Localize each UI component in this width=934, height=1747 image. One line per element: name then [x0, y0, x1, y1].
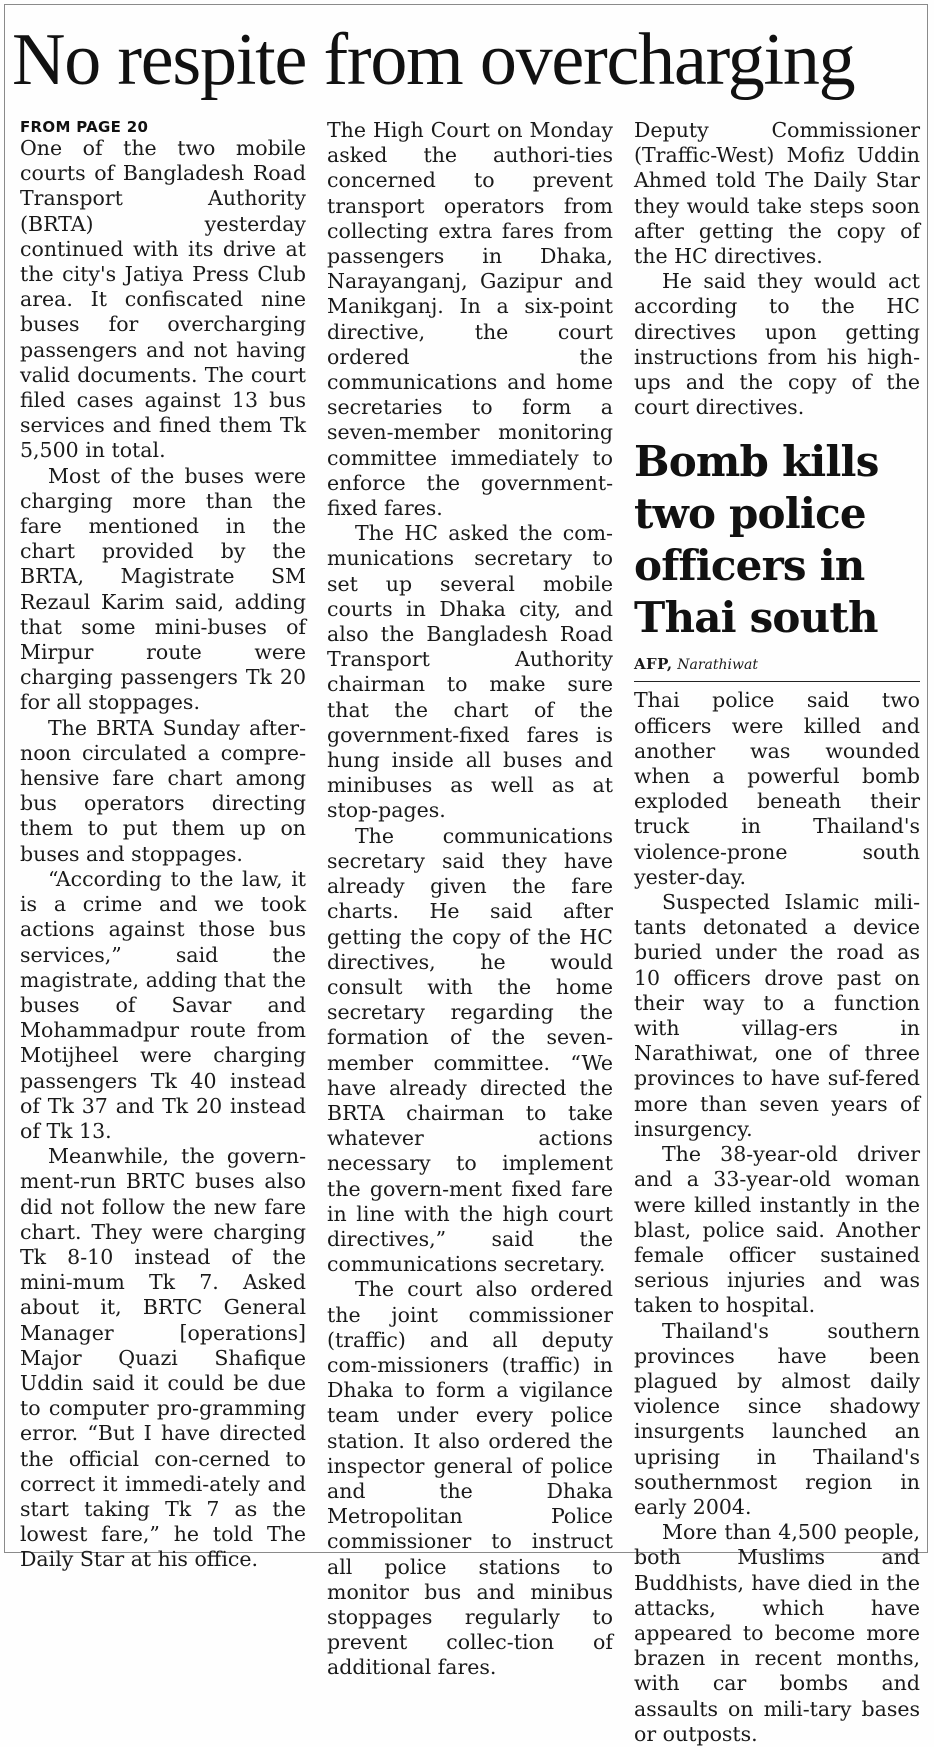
byline: [634, 654, 920, 682]
paragraph: The communications secretary said they have already given the fare charts. He said after getting the copy of the HC directives, he would consult with the home secretary regarding the formation of the seven-member committee. “We have already directed the BRTA chairman to take whatever actions necessary to implement the govern-ment fixed fare in line with the high court directives,” said the communications secretary.: [327, 823, 613, 1277]
article-column-1: [20, 118, 306, 1573]
paragraph: The HC asked the com-munications secretary to set up several mobile courts in Dhaka city, and also the Bangladesh Road Transport Authority chairman to make sure that the chart of the government-fixed fares is hung inside all buses and minibuses as well as at stop-pages.: [327, 521, 613, 823]
article-column-2: [327, 118, 613, 1681]
paragraph: More than 4,500 people, both Muslims and Buddhists, have died in the attacks, which have appeared to become more brazen in recent months, with car bombs and assaults on mili-tary bases or outposts.: [634, 1520, 920, 1746]
paragraph: The 38-year-old driver and a 33-year-old woman were killed instantly in the blast, police said. Another female officer sustained serious injuries and was taken to hospital.: [634, 1142, 920, 1318]
paragraph: Thailand's southern provinces have been plagued by almost daily violence since shadowy insurgents launched an uprising in Thailand's southernmost region in early 2004.: [634, 1318, 920, 1519]
paragraph: The BRTA Sunday after-noon circulated a compre-hensive fare chart among bus operators directing them to put them up on buses and stoppages.: [20, 715, 306, 866]
paragraph: Suspected Islamic mili-tants detonated a device buried under the road as 10 officers drove past on their way to a function with villag-ers in Narathiwat, one of three provinces to have suf-fered more than seven years of insurgency.: [634, 890, 920, 1141]
paragraph: He said they would act according to the HC directives upon getting instructions from his high-ups and the copy of the court directives.: [634, 269, 920, 420]
paragraph: Thai police said two officers were killed and another was wounded when a powerful bomb exploded beneath their truck in Thailand's violence-prone south yester-day.: [634, 688, 920, 889]
secondary-headline: Bomb kills two police officers in Thai south: [634, 437, 879, 643]
paragraph-continued: Deputy Commissioner (Traffic-West) Mofiz Uddin Ahmed told The Daily Star they would take steps soon after getting the copy of the HC directives.: [634, 118, 920, 269]
continuation-kicker: FROM PAGE 20: [20, 118, 149, 136]
byline-place: Narathiwat: [677, 657, 758, 674]
main-headline: No respite from overcharging: [12, 19, 855, 101]
paragraph: The court also ordered the joint commissioner (traffic) and all deputy com-missioners (traffic) in Dhaka to form a vigilance team under every police station. It also ordered the inspector general of police and the Dhaka Metropolitan Police commissioner to instruct all police stations to monitor bus and minibus stoppages regularly to prevent collec-tion of additional fares.: [327, 1277, 613, 1680]
paragraph: Meanwhile, the govern-ment-run BRTC buses also did not follow the new fare chart. They were charging Tk 8-10 instead of the mini-mum Tk 7. Asked about it, BRTC General Manager [operations] Major Quazi Shafique Uddin said it could be due to computer pro-gramming error. “But I have directed the official con-cerned to correct it immedi-ately and start taking Tk 7 as the lowest fare,” he told The Daily Star at his office.: [20, 1144, 306, 1572]
byline-agency: AFP,: [634, 655, 673, 674]
article-column-3: [634, 118, 920, 1747]
paragraph: One of the two mobile courts of Bangladesh Road Transport Authority (BRTA) yesterday continued with its drive at the city's Jatiya Press Club area. It confiscated nine buses for overcharging passengers and not having valid documents. The court filed cases against 13 bus services and fined them Tk 5,500 in total.: [20, 136, 306, 463]
paragraph: Most of the buses were charging more than the fare mentioned in the chart provided by the BRTA, Magistrate SM Rezaul Karim said, adding that some mini-buses of Mirpur route were charging passengers Tk 20 for all stoppages.: [20, 463, 306, 715]
paragraph: “According to the law, it is a crime and we took actions against those bus services,” said the magistrate, adding that the buses of Savar and Mohammadpur route from Motijheel were charging passengers Tk 40 instead of Tk 37 and Tk 20 instead of Tk 13.: [20, 866, 306, 1143]
paragraph-continued: The High Court on Monday asked the authori-ties concerned to prevent transport operators from collecting extra fares from passengers in Dhaka, Narayanganj, Gazipur and Manikganj. In a six-point directive, the court ordered the communications and home secretaries to form a seven-member monitoring committee immediately to enforce the government-fixed fares.: [327, 118, 613, 521]
